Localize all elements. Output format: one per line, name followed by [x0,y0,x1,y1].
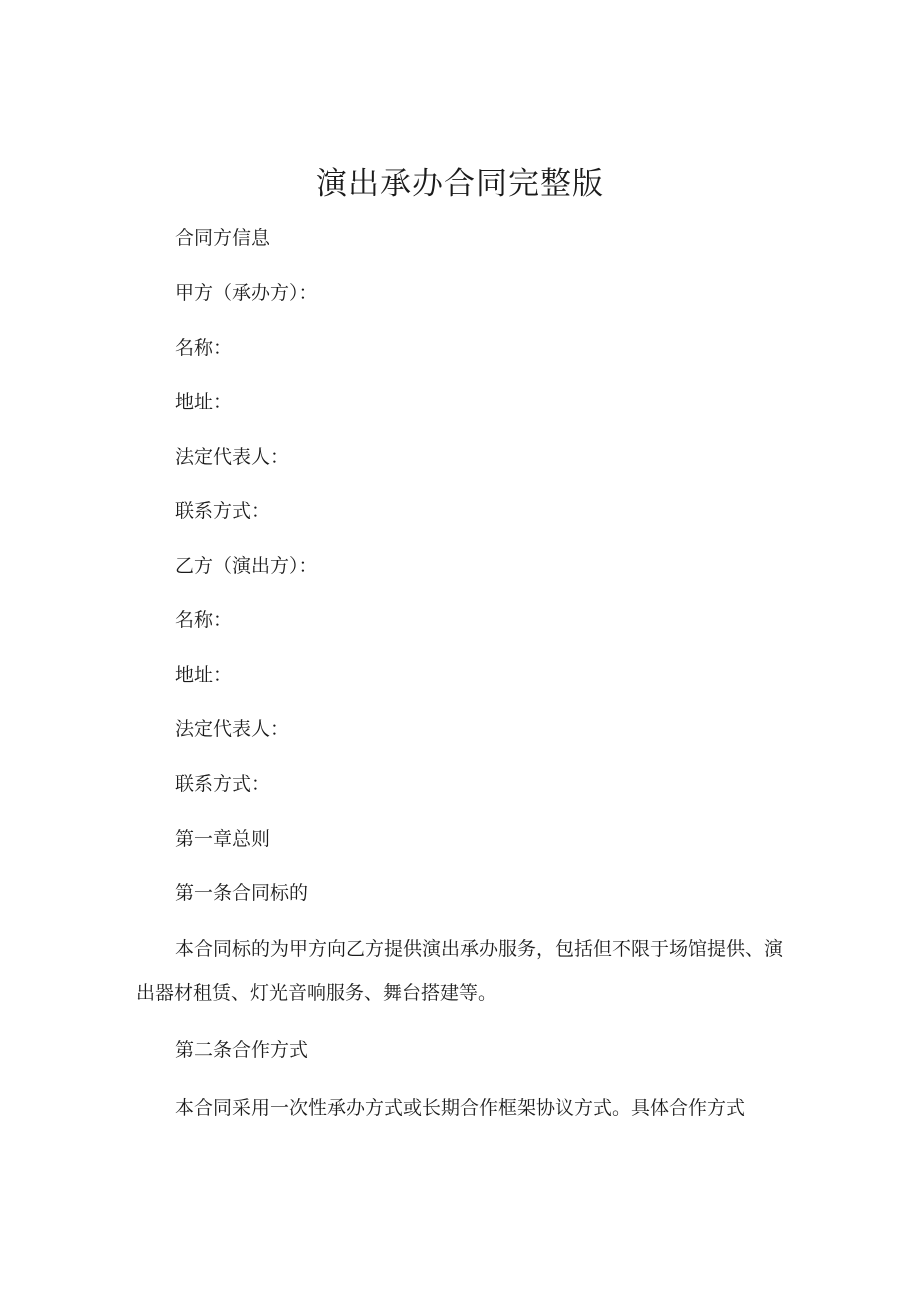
chapter-1-heading: 第一章总则 [175,828,271,850]
article-1-body: 本合同标的为甲方向乙方提供演出承办服务，包括但不限于场馆提供、演出器材租赁、灯光音响服务、舞台搭建等。 [136,938,784,1004]
article-1-heading: 第一条合同标的 [175,882,309,904]
party-a-contact-label: 联系方式： [175,500,271,522]
party-a-address-label: 地址： [175,391,233,413]
party-b-heading: 乙方（演出方）： [175,555,318,577]
article-2-heading: 第二条合作方式 [175,1039,309,1061]
article-2-body: 本合同采用一次性承办方式或长期合作框架协议方式。具体合作方式 [175,1097,746,1119]
party-a-heading: 甲方（承办方）： [175,282,318,304]
party-b-representative-label: 法定代表人： [175,718,290,740]
party-a-representative-label: 法定代表人： [175,446,290,468]
section-parties-heading: 合同方信息 [175,227,271,249]
party-b-name-label: 名称： [175,609,233,631]
party-a-name-label: 名称： [175,337,233,359]
party-b-address-label: 地址： [175,664,233,686]
document-title: 演出承办合同完整版 [316,166,604,202]
party-b-contact-label: 联系方式： [175,773,271,795]
